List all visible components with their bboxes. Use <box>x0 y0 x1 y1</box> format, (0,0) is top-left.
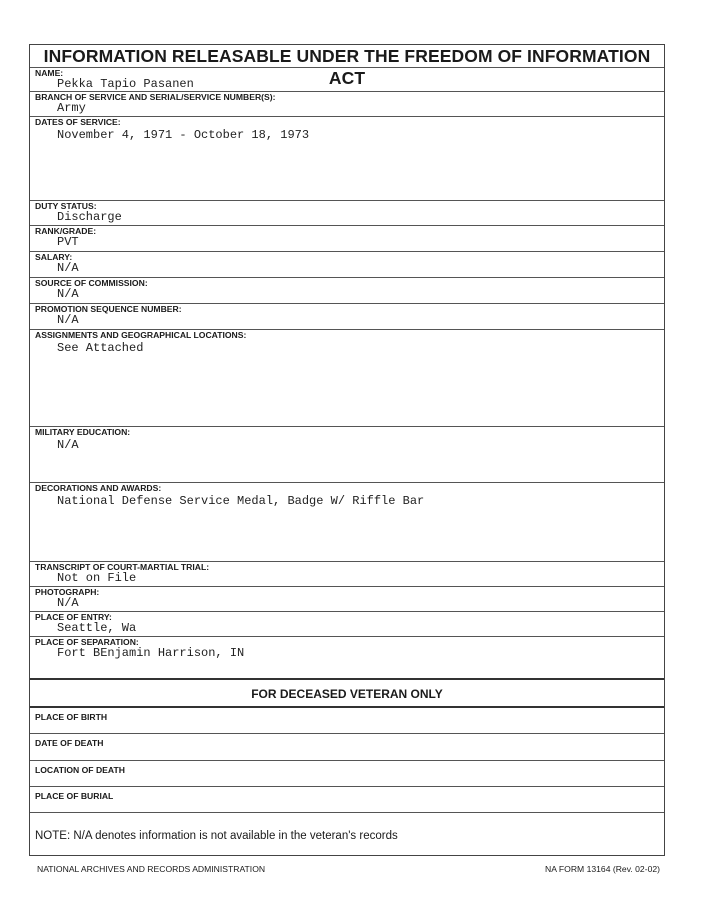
rank-value: PVT <box>57 235 79 249</box>
place-entry-label: PLACE OF ENTRY: <box>35 612 112 622</box>
dates-row <box>30 116 664 202</box>
place-separation-row <box>30 636 664 678</box>
assignments-value: See Attached <box>57 341 144 355</box>
court-martial-value: Not on File <box>57 571 137 585</box>
place-of-birth-row <box>30 706 664 733</box>
salary-label: SALARY: <box>35 252 73 262</box>
name-label: NAME: <box>35 68 64 78</box>
commission-value: N/A <box>57 287 79 301</box>
decorations-row <box>30 482 664 561</box>
duty-status-value: Discharge <box>57 210 122 224</box>
duty-status-label: DUTY STATUS: <box>35 201 97 211</box>
promotion-row <box>30 303 664 329</box>
name-row <box>30 67 664 89</box>
location-of-death-label: LOCATION OF DEATH <box>35 765 125 775</box>
salary-row <box>30 251 664 277</box>
assignments-row <box>30 329 664 426</box>
footer-agency: NATIONAL ARCHIVES AND RECORDS ADMINISTRATION <box>37 864 266 874</box>
branch-row <box>30 91 664 115</box>
note-row <box>30 812 664 856</box>
education-label: MILITARY EDUCATION: <box>35 427 131 437</box>
form-title: INFORMATION RELEASABLE UNDER THE FREEDOM OF INFORMATION ACT <box>43 46 651 88</box>
place-separation-label: PLACE OF SEPARATION: <box>35 637 139 647</box>
promotion-value: N/A <box>57 313 79 327</box>
date-of-death-row <box>30 733 664 760</box>
deceased-section-header <box>30 678 664 708</box>
place-entry-row <box>30 611 664 636</box>
date-of-death-label: DATE OF DEATH <box>35 738 104 748</box>
branch-value: Army <box>57 101 86 115</box>
education-row <box>30 426 664 482</box>
photograph-value: N/A <box>57 596 79 610</box>
rank-label: RANK/GRADE: <box>35 226 97 236</box>
place-entry-value: Seattle, Wa <box>57 621 137 635</box>
court-martial-row <box>30 561 664 586</box>
place-of-burial-row <box>30 786 664 812</box>
decorations-value: National Defense Service Medal, Badge W/ Riffle Bar <box>57 494 425 508</box>
dates-value: November 4, 1971 - October 18, 1973 <box>57 128 310 142</box>
court-martial-label: TRANSCRIPT OF COURT-MARTIAL TRIAL: <box>35 562 210 572</box>
location-of-death-row <box>30 760 664 787</box>
photograph-row <box>30 586 664 611</box>
duty-status-row <box>30 200 664 225</box>
commission-row <box>30 277 664 303</box>
photograph-label: PHOTOGRAPH: <box>35 587 100 597</box>
salary-value: N/A <box>57 261 79 275</box>
place-of-burial-label: PLACE OF BURIAL <box>35 791 114 801</box>
place-separation-value: Fort BEnjamin Harrison, IN <box>57 646 245 660</box>
promotion-label: PROMOTION SEQUENCE NUMBER: <box>35 304 182 314</box>
deceased-heading: FOR DECEASED VETERAN ONLY <box>251 687 443 701</box>
commission-label: SOURCE OF COMMISSION: <box>35 278 148 288</box>
education-value: N/A <box>57 438 79 452</box>
footer-form-number: NA FORM 13164 (Rev. 02-02) <box>545 864 660 874</box>
assignments-label: ASSIGNMENTS AND GEOGRAPHICAL LOCATIONS: <box>35 330 247 340</box>
name-value: Pekka Tapio Pasanen <box>57 77 194 91</box>
foia-form <box>29 44 665 856</box>
dates-label: DATES OF SERVICE: <box>35 117 121 127</box>
note-text: NOTE: N/A denotes information is not available in the veteran's records <box>35 830 398 842</box>
decorations-label: DECORATIONS AND AWARDS: <box>35 483 162 493</box>
branch-label: BRANCH OF SERVICE AND SERIAL/SERVICE NUMBER(S): <box>35 92 276 102</box>
rank-row <box>30 225 664 250</box>
place-of-birth-label: PLACE OF BIRTH <box>35 712 108 722</box>
